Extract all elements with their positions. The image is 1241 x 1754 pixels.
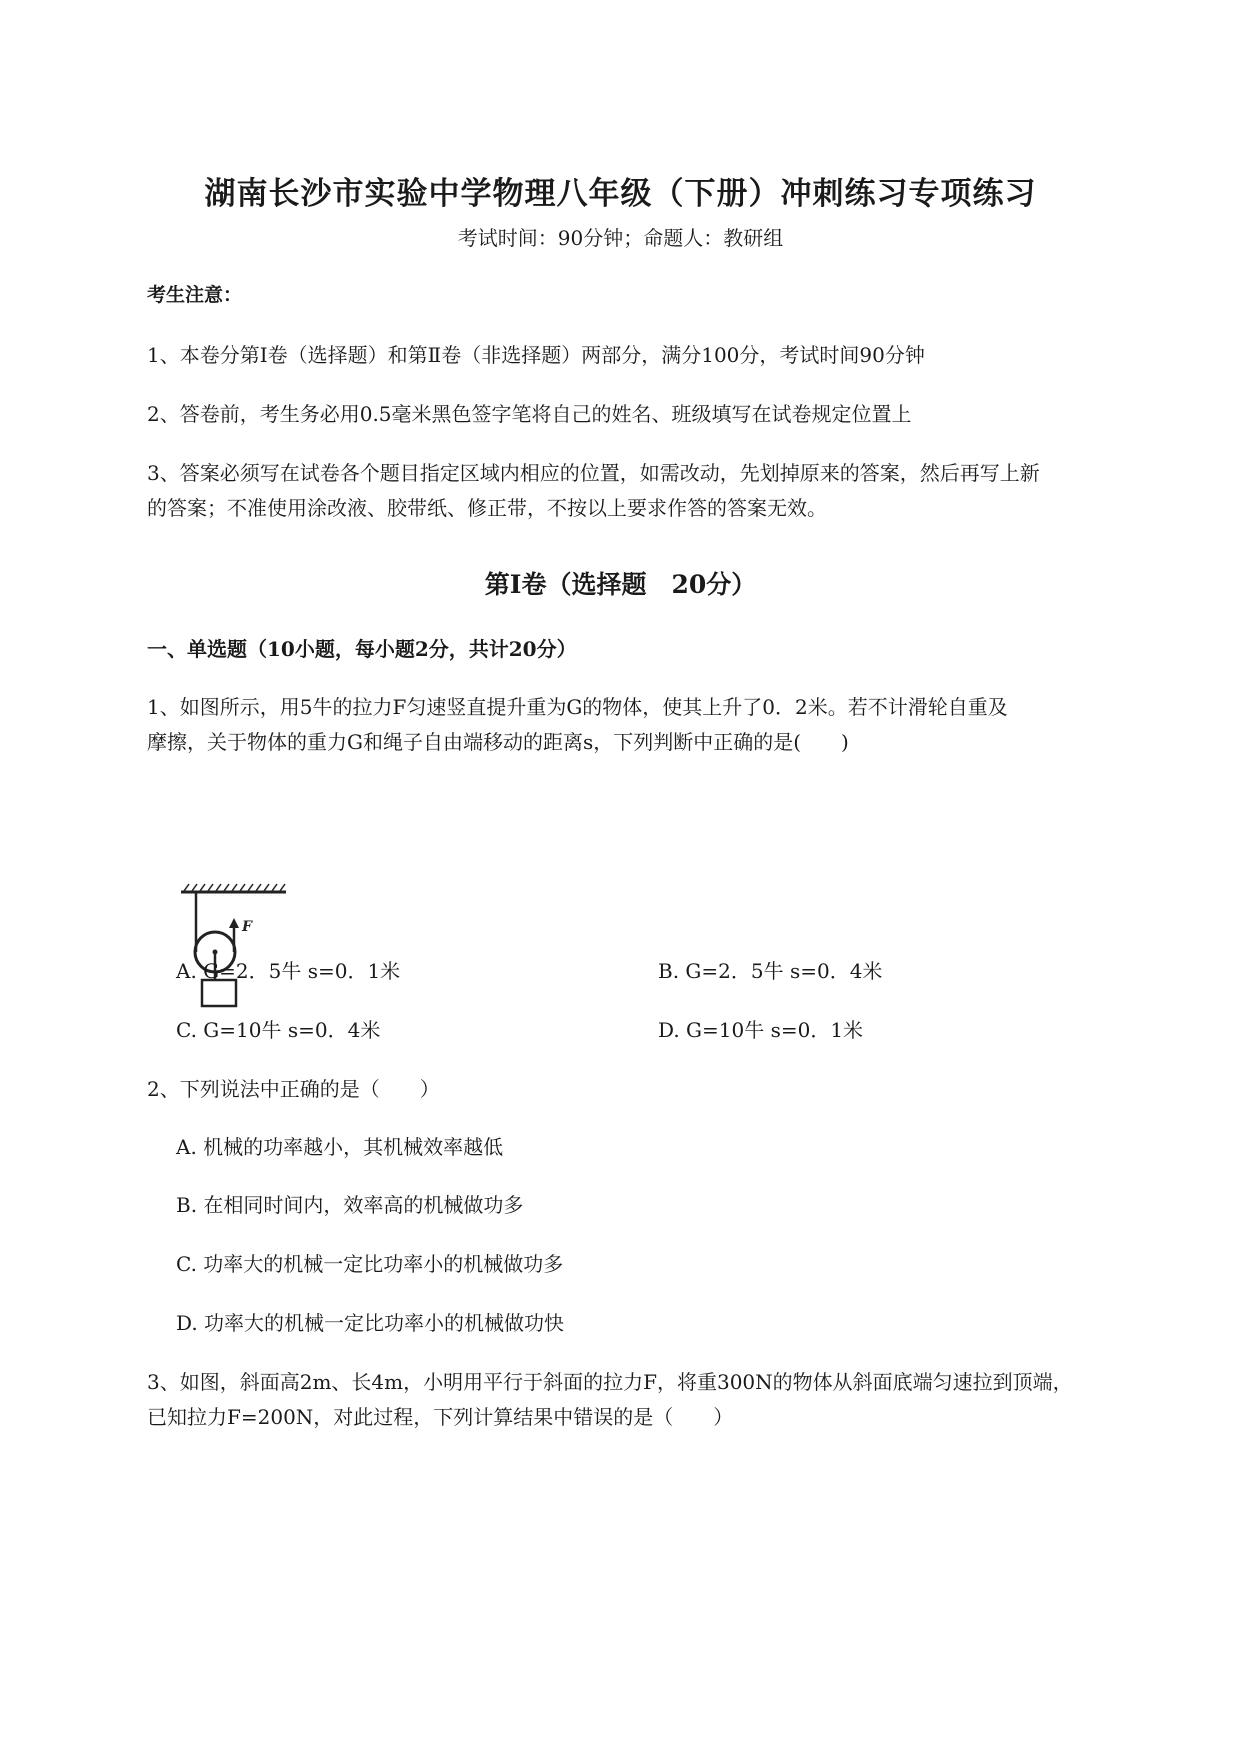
exam-info: 考试时间：90分钟；命题人：教研组 bbox=[457, 226, 784, 250]
q2-option-c[interactable]: C. 功率大的机械一定比功率小的机械做功多 bbox=[176, 1252, 564, 1276]
notice-item-2: 2、答卷前，考生务必用0.5毫米黑色签字笔将自己的姓名、班级填写在试卷规定位置上 bbox=[147, 402, 912, 426]
sub-section-heading: 一、单选题（10小题，每小题2分，共计20分） bbox=[147, 637, 577, 661]
q1-option-c[interactable]: C. G=10牛 s=0．4米 bbox=[176, 1018, 381, 1042]
q1-stem-line1: 1、如图所示，用5牛的拉力F匀速竖直提升重为G的物体，使其上升了0．2米。若不计滑轮自重及 bbox=[147, 695, 1008, 719]
q2-option-b[interactable]: B. 在相同时间内，效率高的机械做功多 bbox=[176, 1193, 524, 1217]
notice-item-1: 1、本卷分第Ⅰ卷（选择题）和第Ⅱ卷（非选择题）两部分，满分100分，考试时间90分钟 bbox=[147, 343, 925, 367]
section-title: 第Ⅰ卷（选择题 20分） bbox=[484, 570, 757, 599]
notice-item-3-cont: 的答案；不准使用涂改液、胶带纸、修正带，不按以上要求作答的答案无效。 bbox=[147, 496, 827, 520]
q1-option-d[interactable]: D. G=10牛 s=0．1米 bbox=[658, 1018, 864, 1042]
q2-stem: 2、下列说法中正确的是（ ） bbox=[147, 1077, 440, 1101]
q1-option-a[interactable]: A. G=2．5牛 s=0．1米 bbox=[176, 959, 401, 983]
pulley-diagram bbox=[176, 880, 316, 1020]
q2-option-d[interactable]: D. 功率大的机械一定比功率小的机械做功快 bbox=[176, 1311, 565, 1335]
notice-heading: 考生注意： bbox=[147, 284, 243, 306]
q1-option-b[interactable]: B. G=2．5牛 s=0．4米 bbox=[658, 959, 883, 983]
force-label: F bbox=[242, 919, 252, 935]
page-title: 湖南长沙市实验中学物理八年级（下册）冲刺练习专项练习 bbox=[204, 176, 1037, 212]
q1-stem-line2: 摩擦，关于物体的重力G和绳子自由端移动的距离s，下列判断中正确的是( ) bbox=[147, 730, 849, 754]
q3-stem-line2: 已知拉力F=200N，对此过程，下列计算结果中错误的是（ ） bbox=[147, 1405, 734, 1429]
q2-option-a[interactable]: A. 机械的功率越小，其机械效率越低 bbox=[176, 1135, 504, 1159]
notice-item-3: 3、答案必须写在试卷各个题目指定区域内相应的位置，如需改动，先划掉原来的答案，然后再写上新 bbox=[147, 461, 1040, 485]
q3-stem-line1: 3、如图，斜面高2m、长4m，小明用平行于斜面的拉力F，将重300N的物体从斜面底端匀速拉到顶端， bbox=[147, 1370, 1073, 1394]
